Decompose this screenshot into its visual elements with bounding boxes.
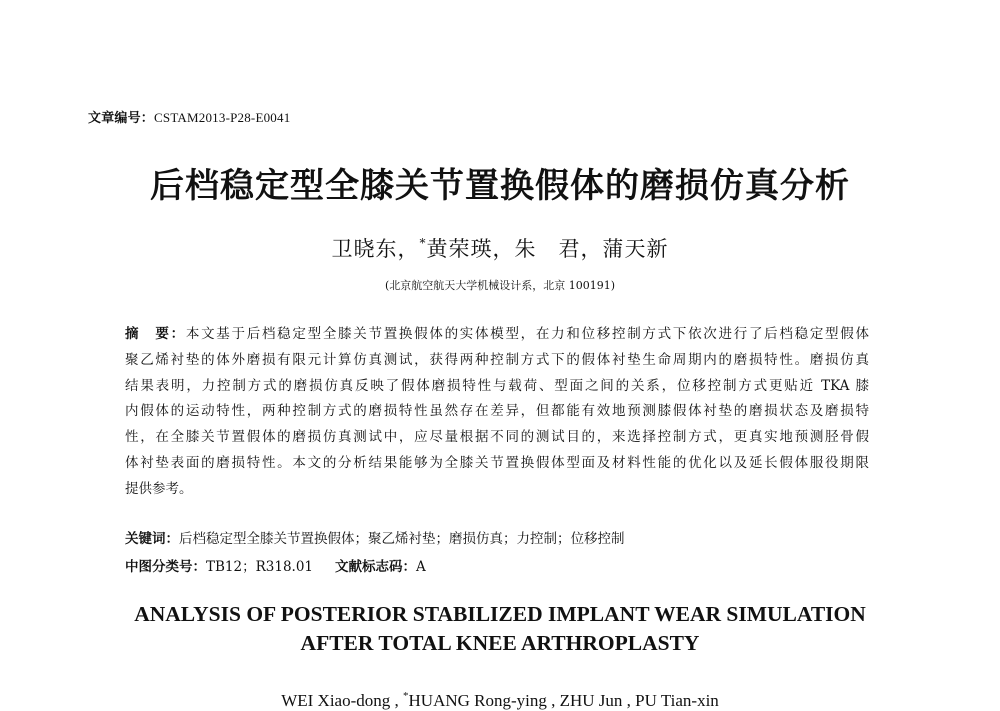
clc-label: 中图分类号： bbox=[125, 559, 206, 575]
keywords-value: 后档稳定型全膝关节置换假体；聚乙烯衬垫；磨损仿真；力控制；位移控制 bbox=[179, 531, 625, 547]
keywords-cn bbox=[125, 527, 625, 547]
paper-title-cn: 后档稳定型全膝关节置换假体的磨损仿真分析 bbox=[150, 166, 850, 206]
authors-rest-en: HUANG Rong-ying , ZHU Jun , PU Tian-xin bbox=[408, 691, 719, 710]
author-first-en: WEI Xiao-dong , bbox=[281, 691, 404, 710]
doc-code-label: 文献标志码： bbox=[335, 559, 417, 575]
corresponding-author-mark-en: * bbox=[403, 690, 409, 702]
abstract-line: 提供参考。 bbox=[125, 480, 193, 497]
paper-title-en bbox=[0, 600, 1000, 658]
abstract-line bbox=[125, 322, 869, 348]
corresponding-author-mark: * bbox=[419, 236, 427, 250]
abstract-line: 内假体的运动特性，两种控制方式的磨损特性虽然存在差异，但都能有效地预测膝假体衬垫的磨损状态及磨损特 bbox=[125, 403, 869, 420]
article-id bbox=[88, 107, 290, 126]
abstract-line: 结果表明，力控制方式的磨损仿真反映了假体磨损特性与载荷、型面之间的关系，位移控制方式更贴近 TKA 膝 bbox=[125, 377, 869, 394]
authors-cn bbox=[0, 233, 1000, 263]
keywords-label: 关键词： bbox=[125, 531, 179, 547]
article-id-value: CSTAM2013-P28-E0041 bbox=[154, 110, 291, 125]
abstract-text: 本文基于后档稳定型全膝关节置换假体的实体模型，在力和位移控制方式下依次进行了后档稳定型假体 bbox=[185, 326, 869, 342]
authors-en bbox=[0, 690, 1000, 711]
title-en-line-1: ANALYSIS OF POSTERIOR STABILIZED IMPLANT WEAR SIMULATION bbox=[134, 602, 866, 626]
abstract-label: 摘 要： bbox=[125, 326, 186, 342]
abstract-cn bbox=[125, 322, 869, 503]
affiliation-cn: (北京航空航天大学机械设计系，北京 100191) bbox=[384, 279, 616, 292]
abstract-line: 性，在全膝关节置假体的磨损仿真测试中，应尽量根据不同的测试目的，来选择控制方式，更真实地预测胫骨假 bbox=[125, 429, 869, 446]
doc-code-value: A bbox=[416, 559, 426, 575]
clc-value: TB12；R318.01 bbox=[206, 559, 314, 575]
abstract-line: 聚乙烯衬垫的体外磨损有限元计算仿真测试，获得两种控制方式下的假体衬垫生命周期内的磨损特性。磨损仿真 bbox=[125, 351, 869, 368]
classification-line bbox=[125, 555, 426, 575]
abstract-line: 体衬垫表面的磨损特性。本文的分析结果能够为全膝关节置换假体型面及材料性能的优化以及延长假体服役期限 bbox=[125, 454, 869, 471]
article-id-label: 文章编号： bbox=[88, 111, 155, 126]
authors-rest-cn: 黄荣瑛，朱 君，蒲天新 bbox=[426, 237, 669, 261]
title-en-line-2: AFTER TOTAL KNEE ARTHROPLASTY bbox=[300, 631, 700, 655]
author-first-cn: 卫晓东， bbox=[331, 237, 420, 261]
